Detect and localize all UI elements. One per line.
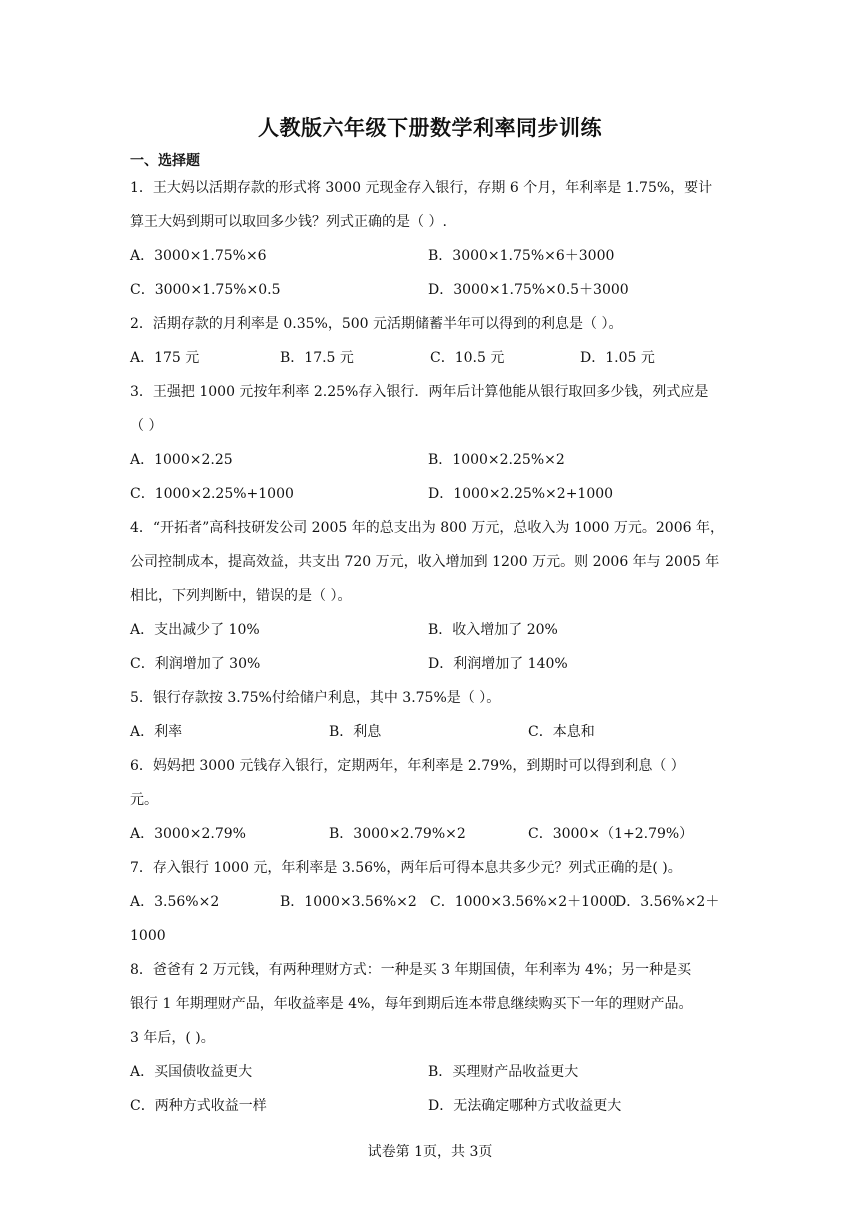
question-3 [130,375,732,511]
option-c[interactable]: C．10.5 元 [430,350,505,366]
option-d-continuation: 1000 [130,928,166,944]
option-b[interactable]: B．1000×3.56%×2 [280,894,417,910]
page-footer: 试卷第 1页，共 3页 [367,1144,493,1160]
option-b[interactable]: B．3000×1.75%×6＋3000 [428,248,615,264]
page-title: 人教版六年级下册数学利率同步训练 [258,116,602,140]
option-a[interactable]: A．3000×1.75%×6 [130,248,267,264]
options-row [130,1089,732,1123]
option-a[interactable]: A．175 元 [130,350,200,366]
option-b[interactable]: B．买理财产品收益更大 [428,1064,579,1080]
option-c[interactable]: C．利润增加了 30% [130,656,261,672]
option-d[interactable]: D．3000×1.75%×0.5＋3000 [428,282,629,298]
options-row [130,647,732,681]
option-c[interactable]: C．1000×3.56%×2＋1000 [430,894,617,910]
option-c[interactable]: C．两种方式收益一样 [130,1098,267,1114]
option-c[interactable]: C．1000×2.25%+1000 [130,486,294,502]
option-b[interactable]: B．收入增加了 20% [428,622,558,638]
options-row [130,715,732,749]
options-row [130,817,732,851]
option-d[interactable]: D．1000×2.25%×2+1000 [428,486,614,502]
option-d[interactable]: D．1.05 元 [580,350,655,366]
question-4 [130,511,732,681]
options-row [130,443,732,477]
option-d[interactable]: D．利润增加了 140% [428,656,568,672]
option-b[interactable]: B．1000×2.25%×2 [428,452,565,468]
option-c[interactable]: C．本息和 [528,724,595,740]
question-text-line: 4．“开拓者”高科技研发公司 2005 年的总支出为 800 万元，总收入为 1000 万元。2006 年， [130,520,724,536]
question-text-line: 1．王大妈以活期存款的形式将 3000 元现金存入银行，存期 6 个月，年利率是 1.75%，要计 [130,180,713,196]
option-a[interactable]: A．支出减少了 10% [130,622,260,638]
option-b[interactable]: B．3000×2.79%×2 [329,826,466,842]
options-row [130,613,732,647]
option-a[interactable]: A．3.56%×2 [130,894,220,910]
question-text-line: 算王大妈到期可以取回多少钱？列式正确的是（ ）. [130,214,447,230]
option-b[interactable]: B．利息 [329,724,382,740]
question-text-line: 2．活期存款的月利率是 0.35%，500 元活期储蓄半年可以得到的利息是（ ）。 [130,316,623,332]
question-text-line: 8．爸爸有 2 万元钱，有两种理财方式：一种是买 3 年期国债，年利率为 4%；另一种是买 [130,962,692,978]
question-text-line: 3 年后，( )。 [130,1030,215,1046]
option-d[interactable]: D．无法确定哪种方式收益更大 [428,1098,622,1114]
question-1 [130,171,732,307]
options-row [130,239,732,273]
options-row [130,341,732,375]
question-text-line: 相比，下列判断中，错误的是（ ）。 [130,588,352,604]
question-text-line: 银行 1 年期理财产品，年收益率是 4%，每年到期后连本带息继续购买下一年的理财产品。 [130,996,693,1012]
option-a[interactable]: A．买国债收益更大 [130,1064,253,1080]
section-heading: 一、选择题 [130,153,200,169]
option-c[interactable]: C．3000×1.75%×0.5 [130,282,281,298]
question-6 [130,749,732,851]
question-8 [130,953,732,1123]
question-text-line: 3．王强把 1000 元按年利率 2.25%存入银行．两年后计算他能从银行取回多少钱，列式应是 [130,384,709,400]
question-5 [130,681,732,749]
option-b[interactable]: B．17.5 元 [280,350,354,366]
options-row [130,885,732,919]
option-a[interactable]: A．利率 [130,724,183,740]
options-row [130,273,732,307]
question-text-line: （ ） [130,418,163,434]
question-text-line: 公司控制成本，提高效益，共支出 720 万元，收入增加到 1200 万元。则 2006 年与 2005 年 [130,554,720,570]
option-a[interactable]: A．3000×2.79% [130,826,246,842]
question-2 [130,307,732,375]
options-row [130,477,732,511]
options-row [130,1055,732,1089]
question-text-line: 6．妈妈把 3000 元钱存入银行，定期两年，年利率是 2.79%，到期时可以得到利息（ ） [130,758,685,774]
question-text-line: 元。 [130,792,158,808]
question-text-line: 7．存入银行 1000 元，年利率是 3.56%，两年后可得本息共多少元？列式正确的是( )。 [130,860,682,876]
question-list [130,171,732,1123]
question-text-line: 5．银行存款按 3.75%付给储户利息，其中 3.75%是（ ）。 [130,690,501,706]
option-c[interactable]: C．3000×（1+2.79%） [528,826,694,842]
option-d[interactable]: D．3.56%×2＋ [615,894,720,910]
question-7 [130,851,732,953]
option-a[interactable]: A．1000×2.25 [130,452,233,468]
